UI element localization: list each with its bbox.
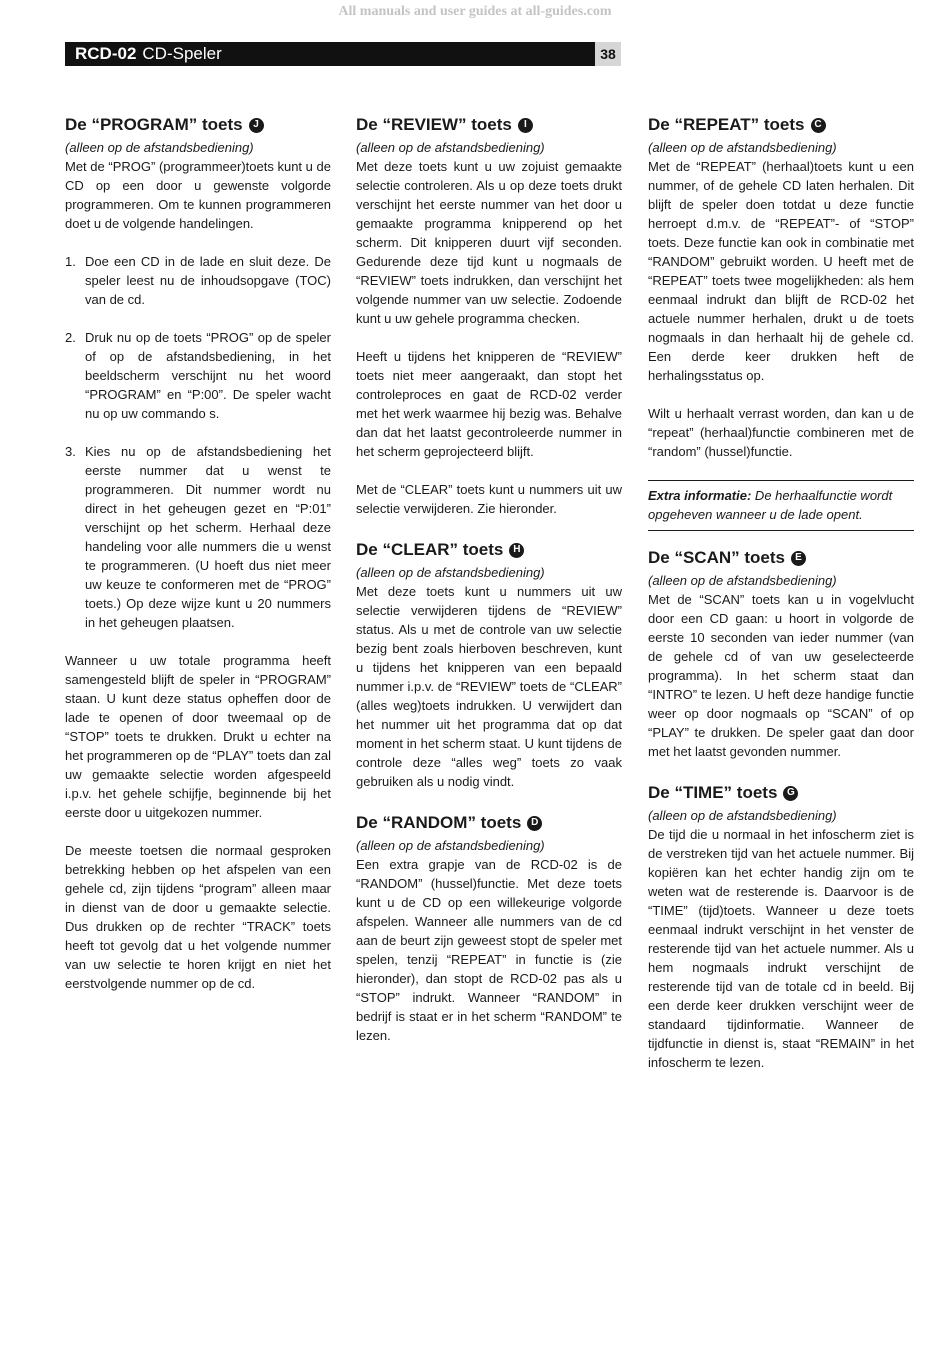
paragraph: Met de “CLEAR” toets kunt u nummers uit uw selectie verwijderen. Zie hieronder. [356, 482, 622, 516]
remote-note: (alleen op de afstandsbediening) [356, 838, 545, 853]
model-name: RCD-02 [75, 44, 137, 63]
step-number: 3. [65, 444, 76, 459]
remote-note: (alleen op de afstandsbediening) [648, 808, 837, 823]
section-title [356, 537, 622, 563]
section-time [648, 780, 914, 1072]
step-number: 2. [65, 330, 76, 345]
list-item [65, 328, 331, 423]
list-item [65, 252, 331, 309]
extra-info-label: Extra informatie: [648, 488, 752, 503]
section-random [356, 810, 622, 1045]
key-badge-icon: I [518, 118, 533, 133]
section-title-text: De “REVIEW” toets [356, 115, 512, 134]
section-clear [356, 537, 622, 791]
page-number: 38 [595, 42, 621, 66]
page-header [65, 42, 621, 66]
paragraph: Met de “PROG” (programmeer)toets kunt u de CD op een door u gewenste volgorde programmeren. Om te kunnen programmeren doet u de volgende handelingen. [65, 159, 331, 231]
column-2 [356, 112, 622, 1064]
extra-info-box [648, 480, 914, 531]
paragraph: Heeft u tijdens het knipperen de “REVIEW” toets niet meer aangeraakt, dan stopt het controleproces en gaat de RCD-02 verder met het werk waarmee hij bezig was. Behalve dan dat het laatst gecontroleerde nummer in het scherm geprojecteerd blijft. [356, 349, 622, 459]
column-1 [65, 112, 331, 1012]
section-repeat [648, 112, 914, 461]
key-badge-icon: E [791, 551, 806, 566]
column-3 [648, 112, 914, 1091]
section-title-text: De “PROGRAM” toets [65, 115, 243, 134]
section-review [356, 112, 622, 518]
extra-info-text: De herhaalfunctie wordt opgeheven wanneer u de lade opent. [648, 488, 893, 522]
key-badge-icon: D [527, 816, 542, 831]
paragraph: Wanneer u uw totale programma heeft samengesteld blijft de speler in “PROGRAM” staan. U kunt deze status opheffen door de lade te openen of door tweemaal op de “STOP” toets te drukken. Drukt u echter na het programmeren op de “PLAY” toets dan zal uw gemaakte selectie worden afgespeeld i.p.v. het gehele schijfje, beginnende bij het eerste door u uitgekozen nummer. [65, 653, 331, 820]
paragraph: De tijd die u normaal in het infoscherm ziet is de verstreken tijd van het actuele nummer. Bij kopiëren kan het echter handig zijn om te weten wat de resterende is. Daarvoor is de “TIME” (tijd)toets. Wanneer u deze toets eenmaal indrukt verschijnt in het venster de resterende tijd van het actuele nummer. Als u hem nogmaals indrukt verschijnt de resterende tijd van de totale cd in beeld. Bij een derde keer drukken verschijnt weer de standaard tijdinformatie. Wanneer de tijdfunctie in dienst is, staat “REMAIN” in het infoscherm te lezen. [648, 827, 914, 1070]
remote-note: (alleen op de afstandsbediening) [65, 140, 254, 155]
paragraph: Met de “REPEAT” (herhaal)toets kunt u een nummer, of de gehele CD laten herhalen. Dit blijft de speler doen totdat u deze functie herroept d.m.v. de “REPEAT”- of “STOP” toets. Deze functie kan ook in combinatie met “RANDOM” gebruikt worden. U heeft met de “REPEAT” toets twee mogelijkheden: als hem eenmaal indrukt dan blijft de RCD-02 het actuele nummer herhalen, drukt u de toets nogmaals in dan herhaalt hij de gehele cd. Een derde keer drukken heft de herhalingsstatus op. [648, 159, 914, 383]
paragraph: Met de “SCAN” toets kan u in vogelvlucht door een CD gaan: u hoort in volgorde de eerste 10 seconden van ieder nummer (van de gehele cd of van uw geselecteerde programma). In het scherm staat dan “INTRO” te lezen. U heft deze handige functie weer op door nogmaals op “SCAN” of op “PLAY” te drukken. De speler gaat dan door met het laatst gevonden nummer. [648, 592, 914, 759]
step-text: Doe een CD in de lade en sluit deze. De speler leest nu de inhoudsopgave (TOC) van de cd. [85, 254, 331, 307]
section-title [65, 112, 331, 138]
paragraph: Met deze toets kunt u nummers uit uw selectie verwijderen tijdens de “REVIEW” status. Als u met de controle van uw selectie bezig bent zoals hierboven beschreven, kunt u tijdens het knipperen van een bepaald nummer i.p.v. de “REVIEW” toets de “CLEAR” (alles weg)toets indrukken. U verwijdert dan het nummer uit het programma dat op dat moment in het scherm staat. U kunt tijdens de controle deze “alles weg” toets zo vaak gebruiken als u nodig vindt. [356, 584, 622, 789]
section-title-text: De “RANDOM” toets [356, 813, 522, 832]
paragraph: De meeste toetsen die normaal gesproken betrekking hebben op het afspelen van een gehele cd, zijn tijdens “program” alleen maar in dienst van de door u gemaakte selectie. Dus drukken op de rechter “TRACK” toets heeft tot gevolg dat u het volgende nummer van uw selectie te horen krijgt en niet het eerstvolgende nummer op de cd. [65, 843, 331, 991]
section-title [648, 112, 914, 138]
remote-note: (alleen op de afstandsbediening) [356, 565, 545, 580]
watermark: All manuals and user guides at all-guides.com [338, 4, 612, 19]
section-title [356, 112, 622, 138]
step-number: 1. [65, 254, 76, 269]
step-text: Druk nu op de toets “PROG” op de speler of op de afstandsbediening, in het beeldscherm verschijnt nu het woord “PROGRAM” en “P:00”. De speler wacht nu op uw commando s. [85, 330, 331, 421]
section-scan [648, 545, 914, 761]
step-list [65, 252, 331, 632]
list-item [65, 442, 331, 632]
section-program [65, 112, 331, 993]
section-title [648, 780, 914, 806]
remote-note: (alleen op de afstandsbediening) [648, 573, 837, 588]
remote-note: (alleen op de afstandsbediening) [648, 140, 837, 155]
paragraph: Een extra grapje van de RCD-02 is de “RANDOM” (hussel)functie. Met deze toets kunt u de CD op een willekeurige volgorde afspelen. Wanneer alle nummers van de cd aan de beurt zijn geweest stopt de speler met spelen, tenzij “REPEAT” in functie is (zie hieronder), dan stopt de RCD-02 pas als u “STOP” indrukt. Wanneer “RANDOM” in bedrijf is staat er in het scherm “RANDOM” te lezen. [356, 857, 622, 1043]
remote-note: (alleen op de afstandsbediening) [356, 140, 545, 155]
paragraph: Wilt u herhaalt verrast worden, dan kan u de “repeat” (herhaal)functie combineren met de “random” (hussel)functie. [648, 406, 914, 459]
key-badge-icon: J [249, 118, 264, 133]
key-badge-icon: H [509, 543, 524, 558]
section-title [356, 810, 622, 836]
section-title-text: De “REPEAT” toets [648, 115, 805, 134]
key-badge-icon: C [811, 118, 826, 133]
header-subtitle: CD-Speler [142, 44, 222, 63]
key-badge-icon: G [783, 786, 798, 801]
step-text: Kies nu op de afstandsbediening het eerste nummer dat u wenst te programmeren. Dit nummer wordt nu direct in het geheugen gezet en “P:01” verschijnt op het scherm. Herhaal deze handeling voor alle nummers die u wenst te programmeren. (U hoeft dus niet meer uw keuze te conformeren met de “PROG” toets.) Op deze wijze kunt u 20 nummers in het geheugen plaatsen. [85, 444, 331, 630]
section-title-text: De “CLEAR” toets [356, 540, 504, 559]
section-title [648, 545, 914, 571]
section-title-text: De “TIME” toets [648, 783, 778, 802]
section-title-text: De “SCAN” toets [648, 548, 785, 567]
paragraph: Met deze toets kunt u uw zojuist gemaakte selectie controleren. Als u op deze toets drukt verschijnt het eerste nummer van het door u gemaakte programma knipperend op het scherm. Dit knipperen duurt vijf seconden. Gedurende deze tijd kunt u nogmaals de “REVIEW” toets indrukken, dan verschijnt het volgende nummer van uw selectie. Zodoende kunt u uw gehele programma checken. [356, 159, 622, 326]
